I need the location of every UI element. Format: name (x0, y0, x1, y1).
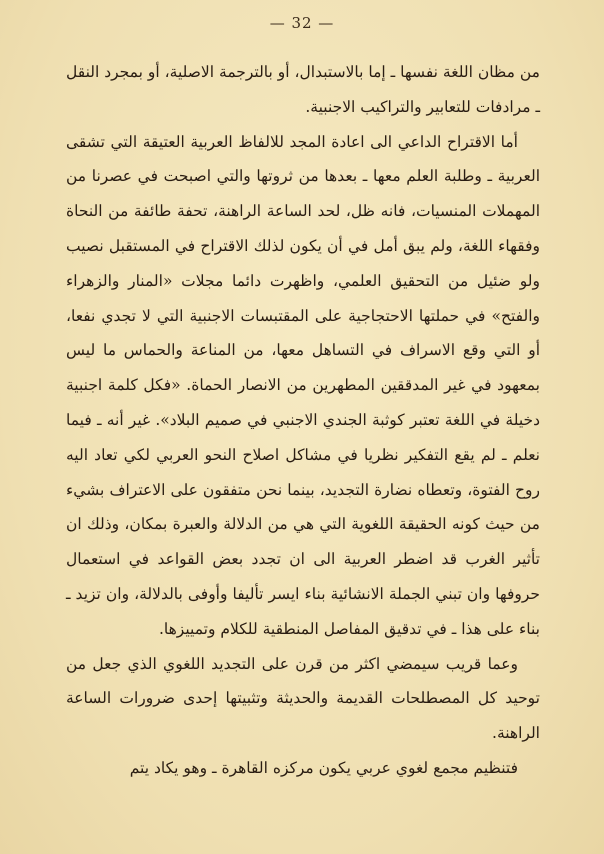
paragraph-continuation: من مظان اللغة نفسها ـ إما بالاستبدال، أو بالترجمة الاصلية، أو بمجرد النقل ـ مرادفات للتعابير والتراكيب الاجنبية. (66, 63, 540, 116)
page-number: — 32 — (269, 14, 335, 32)
body-text (66, 55, 540, 786)
paragraph: وعما قريب سيمضي اكثر من قرن على التجديد اللغوي الذي جعل من توحيد كل المصطلحات القديمة والحديثة وتثبيتها إحدى ضرورات الساعة الراهنة. (66, 654, 540, 743)
paragraph: أما الاقتراح الداعي الى اعادة المجد للالفاظ العربية العتيقة التي تشقى العربية ـ وطلبة العلم معها ـ بعدها من ثروتها والتي اصبحت في عصرنا من المهملات المنسيات، فانه ظل، لحد الساعة الراهنة، تحفة طائفة من النحاة وفقهاء اللغة، ولم يبق أمل في أن يكون لذلك الاقتراح في المستقبل نصيب ولو ضئيل من التحقيق العلمي، واظهرت دائما مجلات «المنار والزهراء والفتح» في حملتها الاحتجاجية على المقتبسات الاجنبية التي لا تجدي نفعا، أو التي وقع الاسراف في التساهل معها، من المناعة والحماس ما ليس بمعهود في غير المدققين المطهرين من الانصار الحماة. «فكل كلمة اجنبية دخيلة في اللغة تعتبر كوثبة الجندي الاجنبي في صميم البلاد». غير أنه ـ فيما نعلم ـ لم يقع التفكير نظريا في مشاكل اصلاح النحو العربي لكي تعاد اليه روح الفتوة، وتعطاه نضارة التجديد، بينما نحن متفقون على الاعتراف بشيء من حيث كونه الحقيقة اللغوية التي هي من الدلالة والعبرة بمكان، وذلك ان تأثير الغرب قد اضطر العربية الى ان تجدد بعض القواعد في استعمال حروفها وان تبني الجملة الانشائية بناء ايسر تأليفا وأوفى بالدلالة، وان تزيد ـ بناء على هذا ـ في تدقيق المفاصل المنطقية للكلام وتمييزها. (66, 132, 540, 638)
paragraph: فتنظيم مجمع لغوي عربي يكون مركزه القاهرة ـ وهو يكاد يتم (129, 758, 518, 777)
